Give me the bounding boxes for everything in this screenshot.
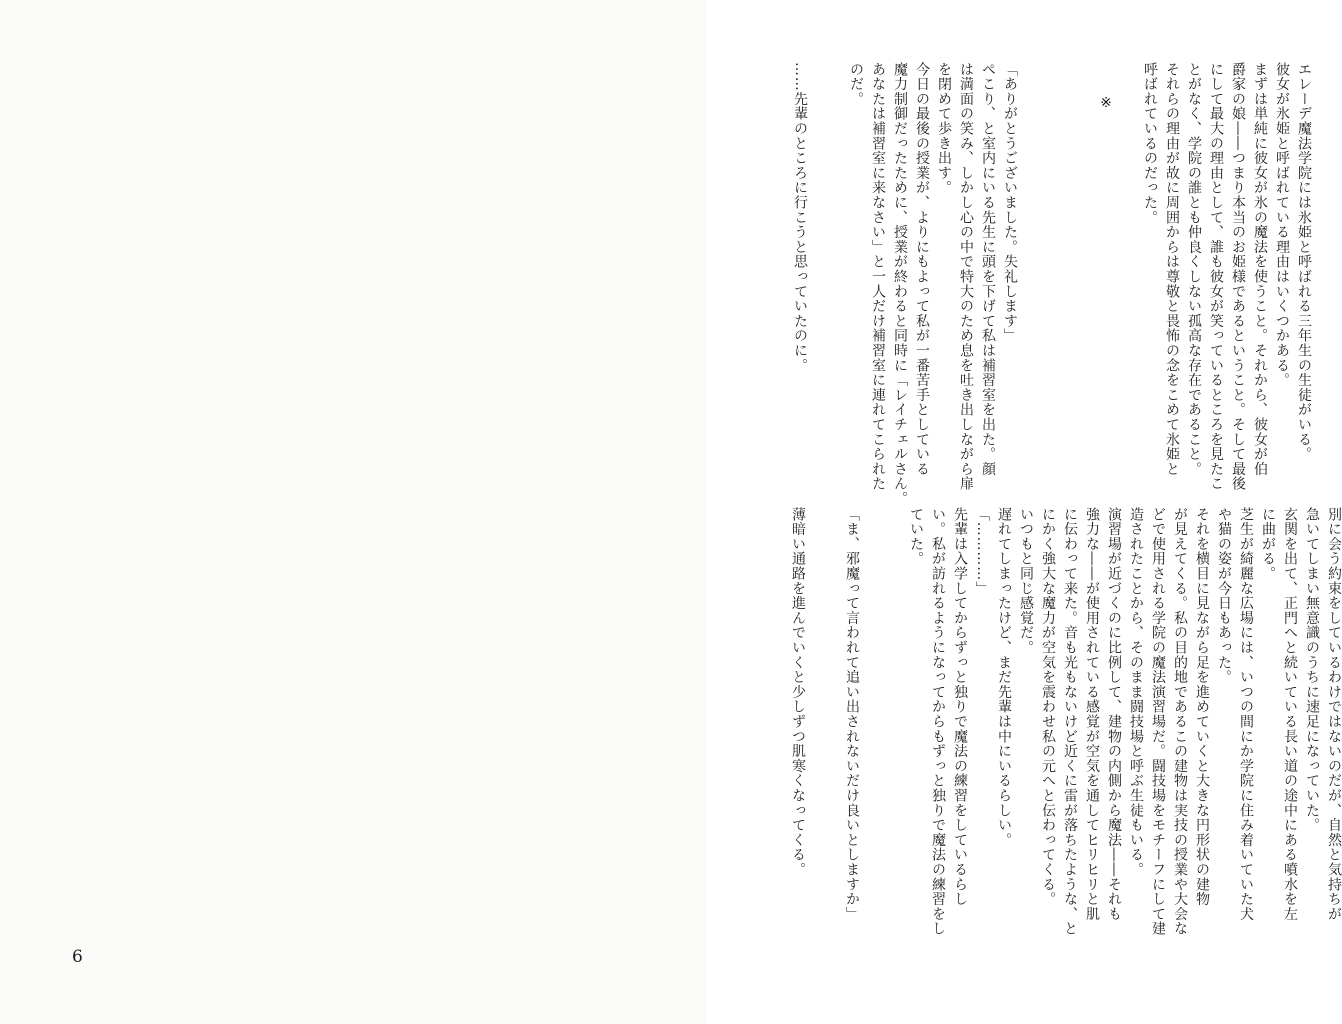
text-column: 「ありがとうございました。失礼します」: [1002, 62, 1018, 344]
text-column: エレーデ魔法学院には氷姫と呼ばれる三年生の生徒がいる。: [1296, 62, 1312, 462]
text-column: とがなく、学院の誰とも仲良くしない孤高な存在であること。: [1186, 62, 1202, 477]
text-column: や猫の姿が今日もあった。: [1216, 507, 1232, 685]
text-column: 玄関を出て、正門へと続いている長い道の途中にある噴水を左: [1282, 507, 1298, 922]
text-column: 薄暗い通路を進んでいくと少しずつ肌寒くなってくる。: [790, 507, 806, 877]
text-column: を閉めて歩き出す。: [936, 62, 952, 196]
text-column: どで使用される学院の魔法演習場だ。闘技場をモチーフにして建: [1150, 507, 1166, 937]
text-column: 強力な――が使用されている感覚が空気を通してヒリヒリと肌: [1084, 507, 1100, 922]
text-column: 先輩は入学してからずっと独りで魔法の練習をしているらし: [952, 507, 968, 907]
text-column: 今日の最後の授業が、よりにもよって私が一番苦手としている: [914, 62, 930, 477]
text-column: ……先輩のところに行こうと思っていたのに。: [792, 62, 808, 373]
text-column: 急いてしまい無意識のうちに速足になっていた。: [1304, 507, 1320, 833]
text-column: が見えてくる。私の目的地であるこの建物は実技の授業や大会な: [1172, 507, 1188, 937]
text-column: に曲がる。: [1260, 507, 1276, 581]
text-column: あなたは補習室に来なさい」と一人だけ補習室に連れてこられた: [870, 62, 886, 492]
text-column: 呼ばれているのだった。: [1142, 62, 1158, 225]
text-column: 「ま、邪魔って言われて追い出されないだけ良いとしますか」: [844, 507, 860, 922]
text-column: 爵家の娘――つまり本当のお姫様であるということ。そして最後: [1230, 62, 1246, 492]
text-column: 遅れてしまったけど、まだ先輩は中にいるらしい。: [996, 507, 1012, 848]
text-column: それらの理由が故に周囲からは尊敬と畏怖の念をこめて氷姫と: [1164, 62, 1180, 477]
text-column: にして最大の理由として、誰も彼女が笑っているところを見たこ: [1208, 62, 1224, 492]
text-column: い。私が訪れるようになってからもずっと独りで魔法の練習をし: [930, 507, 946, 937]
text-column: まずは単純に彼女が氷の魔法を使うこと。それから、彼女が伯: [1252, 62, 1268, 477]
text-column: 彼女が氷姫と呼ばれている理由はいくつかある。: [1274, 62, 1290, 388]
text-column: にかく強大な魔力が空気を震わせ私の元へと伝わってくる。: [1040, 507, 1056, 907]
section-break-mark: ※: [1098, 95, 1114, 112]
text-column: ていた。: [908, 507, 924, 567]
text-column: に伝わって来た。音も光もないけど近くに雷が落ちたような、と: [1062, 507, 1078, 937]
text-column: いつもと同じ感覚だ。: [1018, 507, 1034, 655]
text-column: それを横目に見ながら足を進めていくと大きな円形状の建物: [1194, 507, 1210, 907]
text-column: 別に会う約束をしているわけではないのだが、自然と気持ちが: [1326, 507, 1342, 922]
text-column: 魔力制御だったために、授業が終わると同時に「レイチェルさん。: [892, 62, 908, 506]
page-number: 6: [72, 947, 83, 967]
text-column: のだ。: [848, 62, 864, 107]
text-column: ぺこり、と室内にいる先生に頭を下げて私は補習室を出た。顔: [980, 62, 996, 477]
text-column: 芝生が綺麗な広場には、いつの間にか学院に住み着いていた犬: [1238, 507, 1254, 922]
text-column: 造されたことから、そのまま闘技場と呼ぶ生徒もいる。: [1128, 507, 1144, 877]
text-column: 「…………」: [974, 507, 990, 596]
text-column: は満面の笑み、しかし心の中で特大のため息を吐き出しながら扉: [958, 62, 974, 492]
text-column: 演習場が近づくのに比例して、建物の内側から魔法――それも: [1106, 507, 1122, 922]
